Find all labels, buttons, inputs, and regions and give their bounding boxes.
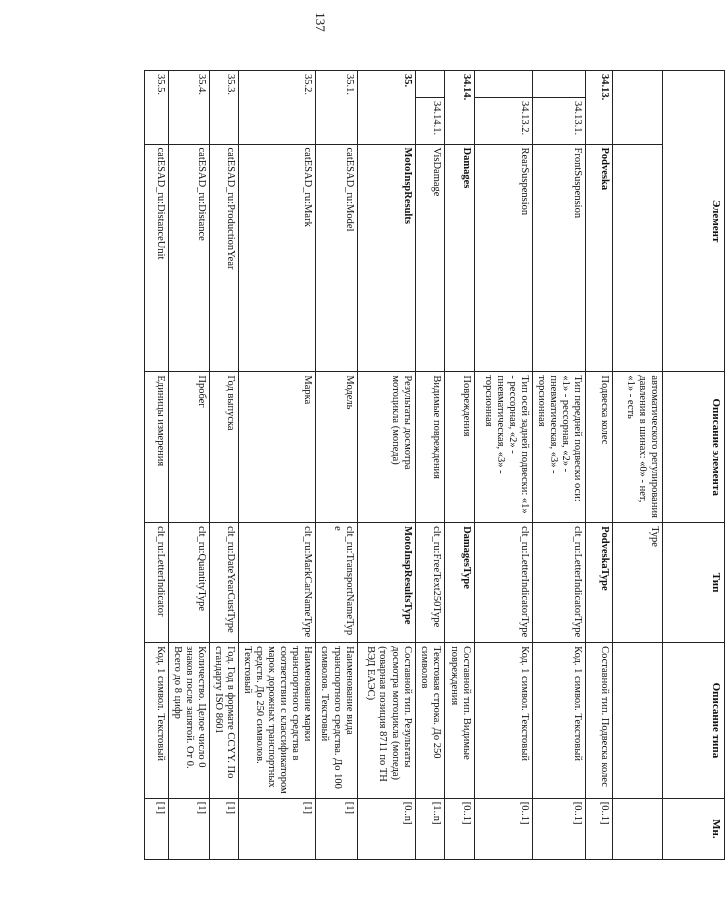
multiplicity: [0..1] — [474, 798, 532, 859]
element-name — [613, 144, 663, 372]
spacer-cell — [474, 71, 532, 98]
rotated-table-container — [113, 70, 725, 860]
table-row — [586, 71, 613, 860]
element-name: catESAD_ru:Distance — [168, 144, 209, 372]
element-name: catESAD_ru:Mark — [239, 144, 316, 372]
type-name: clt_ru:FreeText250Type — [415, 523, 444, 643]
page-number: 137 — [313, 12, 328, 32]
multiplicity: [0..1] — [444, 798, 474, 859]
table-row — [613, 71, 663, 860]
header-description: Описание элемента — [663, 372, 725, 523]
table-row — [532, 71, 585, 860]
type-description: Код. 1 символ. Текстовый — [474, 643, 532, 799]
table-row — [415, 71, 444, 860]
type-name: PodveskaType — [586, 523, 613, 643]
element-description: Видимые повреждения — [415, 372, 444, 523]
element-description: Пробег — [168, 372, 209, 523]
table-row — [444, 71, 474, 860]
element-description: автоматического регулирования давления в шинах: «0» - нет, «1» - есть — [613, 372, 663, 523]
row-number: 34.13. — [586, 71, 613, 145]
element-name: VisDamage — [415, 144, 444, 372]
row-number: 35. — [357, 71, 415, 145]
row-number: 34.14.1. — [415, 97, 444, 144]
header-mn: Мн. — [663, 798, 725, 859]
multiplicity — [613, 798, 663, 859]
type-description: Наименование марки транспортного средства в соответствии с классификатором марок дорожных транспортных средств. До 250 символов. Текстовый — [239, 643, 316, 799]
element-description: Модель — [316, 372, 357, 523]
type-description: Код. 1 символ. Текстовый — [144, 643, 168, 799]
type-name: clt_ru:MarkCarNameType — [239, 523, 316, 643]
multiplicity: [1] — [316, 798, 357, 859]
type-name: clt_ru:LetterIndicatorType — [474, 523, 532, 643]
element-table — [144, 70, 725, 860]
element-description: Повреждения — [444, 372, 474, 523]
multiplicity: [1] — [144, 798, 168, 859]
row-number: 35.1. — [316, 71, 357, 145]
element-name: RearSuspension — [474, 144, 532, 372]
row-number: 34.14. — [444, 71, 474, 145]
element-name: catESAD_ru:Model — [316, 144, 357, 372]
spacer-cell — [415, 71, 444, 98]
table-row — [144, 71, 168, 860]
type-description: Год. Год в формате CCYY. По стандарту ISO 8601 — [209, 643, 238, 799]
type-description: Составной тип. Результаты досмотра мотоцикла (мопеда) (товарная позиция 8711 по ТН ВЭД ЕАЭС) — [357, 643, 415, 799]
type-name: clt_ru:LetterIndicator — [144, 523, 168, 643]
header-type: Тип — [663, 523, 725, 643]
element-description: Единицы измерения — [144, 372, 168, 523]
spacer-cell — [532, 71, 585, 98]
type-name: clt_ru:TransportNameType — [316, 523, 357, 643]
element-description: Марка — [239, 372, 316, 523]
element-description: Тип осей задней подвески: «1» - рессорная, «2» - пневматическая, «3» - торсионная — [474, 372, 532, 523]
multiplicity: [1] — [239, 798, 316, 859]
row-number: 35.4. — [168, 71, 209, 145]
multiplicity: [1] — [168, 798, 209, 859]
element-name: MotoInspResults — [357, 144, 415, 372]
table-row — [357, 71, 415, 860]
multiplicity: [1..n] — [415, 798, 444, 859]
element-name: FrontSuspension — [532, 144, 585, 372]
element-description: Результаты досмотра мотоцикла (мопеда) — [357, 372, 415, 523]
element-name: catESAD_ru:DistanceUnit — [144, 144, 168, 372]
type-description — [613, 643, 663, 799]
multiplicity: [0..1] — [586, 798, 613, 859]
type-name: Type — [613, 523, 663, 643]
type-description: Количество. Целое число 0 знаков после запятой. От 0. Всего до 8 цифр — [168, 643, 209, 799]
row-number: 35.5. — [144, 71, 168, 145]
multiplicity: [1] — [209, 798, 238, 859]
type-description: Наименование вида транспортного средства. До 100 символов. Текстовый — [316, 643, 357, 799]
type-name: clt_ru:LetterIndicatorType — [532, 523, 585, 643]
table-row — [239, 71, 316, 860]
element-description: Год выпуска — [209, 372, 238, 523]
table-header-row — [663, 71, 725, 860]
row-number: 34.13.1. — [532, 97, 585, 144]
element-description: Подвеска колес — [586, 372, 613, 523]
table-row — [474, 71, 532, 860]
row-number — [613, 71, 663, 145]
type-name: MotoInspResultsType — [357, 523, 415, 643]
type-description: Текстовая строка. До 250 символов — [415, 643, 444, 799]
table-row — [316, 71, 357, 860]
type-description: Составной тип. Видимые повреждения — [444, 643, 474, 799]
type-description: Код. 1 символ. Текстовый — [532, 643, 585, 799]
row-number: 34.13.2. — [474, 97, 532, 144]
element-description: Тип передней подвески оси: «1» - рессорная, «2» - пневматическая, «3» - торсионная — [532, 372, 585, 523]
element-name: Damages — [444, 144, 474, 372]
multiplicity: [0..n] — [357, 798, 415, 859]
table-row — [168, 71, 209, 860]
row-number: 35.2. — [239, 71, 316, 145]
type-name: clt_ru:DateYearCustType — [209, 523, 238, 643]
header-element: Элемент — [663, 71, 725, 372]
header-type-description: Описание типа — [663, 643, 725, 799]
element-name: Podveska — [586, 144, 613, 372]
element-name: catESAD_ru:ProductionYear — [209, 144, 238, 372]
row-number: 35.3. — [209, 71, 238, 145]
type-name: clt_ru:QuantityType — [168, 523, 209, 643]
type-description: Составной тип. Подвеска колес — [586, 643, 613, 799]
multiplicity: [0..1] — [532, 798, 585, 859]
type-name: DamagesType — [444, 523, 474, 643]
table-row — [209, 71, 238, 860]
